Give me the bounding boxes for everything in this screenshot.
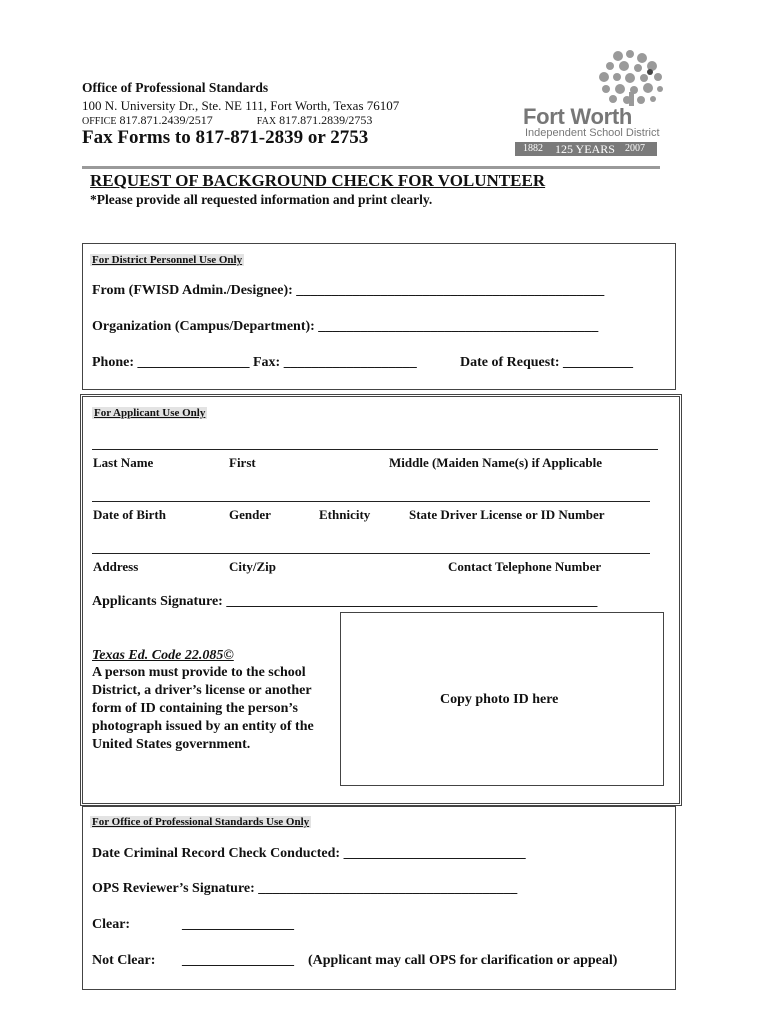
reviewer-signature-field[interactable]: OPS Reviewer’s Signature: _____________________________________ bbox=[92, 881, 518, 896]
from-field[interactable]: From (FWISD Admin./Designee): ____________________________________________ bbox=[92, 283, 605, 298]
gender-label: Gender bbox=[229, 507, 271, 522]
applicant-signature-field[interactable]: Applicants Signature: _____________________________________________________ bbox=[92, 594, 598, 609]
fax-forms-heading: Fax Forms to 817-871-2839 or 2753 bbox=[82, 127, 369, 148]
office-label: OFFICE bbox=[82, 116, 117, 127]
office-phone: 817.871.2439/2517 bbox=[119, 113, 213, 127]
clear-field[interactable]: ________________ bbox=[182, 917, 294, 932]
not-clear-field[interactable]: ________________ bbox=[182, 953, 294, 968]
date-of-request-field[interactable]: Date of Request: __________ bbox=[460, 355, 634, 370]
photo-id-label: Copy photo ID here bbox=[440, 692, 559, 707]
header-divider bbox=[82, 166, 660, 169]
dob-label: Date of Birth bbox=[93, 507, 166, 522]
logo-name: Fort Worth bbox=[523, 104, 633, 129]
contact-phone-label: Contact Telephone Number bbox=[448, 559, 602, 574]
fax-phone: 817.871.2839/2753 bbox=[279, 113, 373, 127]
fax-label: FAX bbox=[256, 116, 277, 127]
clear-label: Clear: bbox=[92, 917, 131, 932]
office-contact bbox=[82, 113, 372, 128]
ops-section-label-wrap bbox=[90, 812, 311, 830]
identity-line[interactable] bbox=[92, 501, 650, 502]
logo-year-end: 2007 bbox=[625, 143, 645, 154]
office-name: Office of Professional Standards bbox=[82, 80, 269, 95]
phone-fax-field[interactable]: Phone: ________________ Fax: ___________________ bbox=[92, 355, 417, 370]
applicant-section-label-wrap bbox=[92, 403, 207, 421]
logo-subname: Independent School District bbox=[525, 127, 660, 139]
texas-ed-code-title: Texas Ed. Code 22.085© bbox=[92, 648, 234, 663]
first-name-label: First bbox=[229, 455, 256, 470]
date-check-field[interactable]: Date Criminal Record Check Conducted: __________________________ bbox=[92, 846, 526, 861]
address-line[interactable] bbox=[92, 553, 650, 554]
license-label: State Driver License or ID Number bbox=[409, 507, 605, 522]
not-clear-note: (Applicant may call OPS for clarification or appeal) bbox=[308, 953, 618, 968]
ops-section-label: For Office of Professional Standards Use Only bbox=[92, 816, 310, 828]
not-clear-label: Not Clear: bbox=[92, 953, 156, 968]
district-section-label: For District Personnel Use Only bbox=[92, 254, 243, 266]
logo-year-start: 1882 bbox=[523, 143, 543, 154]
form-title: REQUEST OF BACKGROUND CHECK FOR VOLUNTEER bbox=[90, 171, 546, 190]
applicant-section-label: For Applicant Use Only bbox=[94, 407, 206, 419]
logo-anniversary: 125 YEARS bbox=[555, 142, 615, 156]
middle-name-label: Middle (Maiden Name(s) if Applicable bbox=[389, 455, 603, 470]
last-name-label: Last Name bbox=[93, 455, 154, 470]
office-address: 100 N. University Dr., Ste. NE 111, Fort Worth, Texas 76107 bbox=[82, 98, 400, 113]
logo-anniversary-bar bbox=[515, 142, 657, 156]
district-section-label-wrap bbox=[90, 250, 244, 268]
name-line[interactable] bbox=[92, 449, 658, 450]
ethnicity-label: Ethnicity bbox=[319, 507, 371, 522]
organization-field[interactable]: Organization (Campus/Department): ________________________________________ bbox=[92, 319, 599, 334]
form-subtitle: *Please provide all requested information and print clearly. bbox=[90, 192, 433, 207]
city-zip-label: City/Zip bbox=[229, 559, 276, 574]
address-label: Address bbox=[93, 559, 139, 574]
texas-ed-code-text: A person must provide to the school District, a driver’s license or another form of ID containing the person’s photograph issued by an entity of the United States government. bbox=[92, 665, 314, 752]
